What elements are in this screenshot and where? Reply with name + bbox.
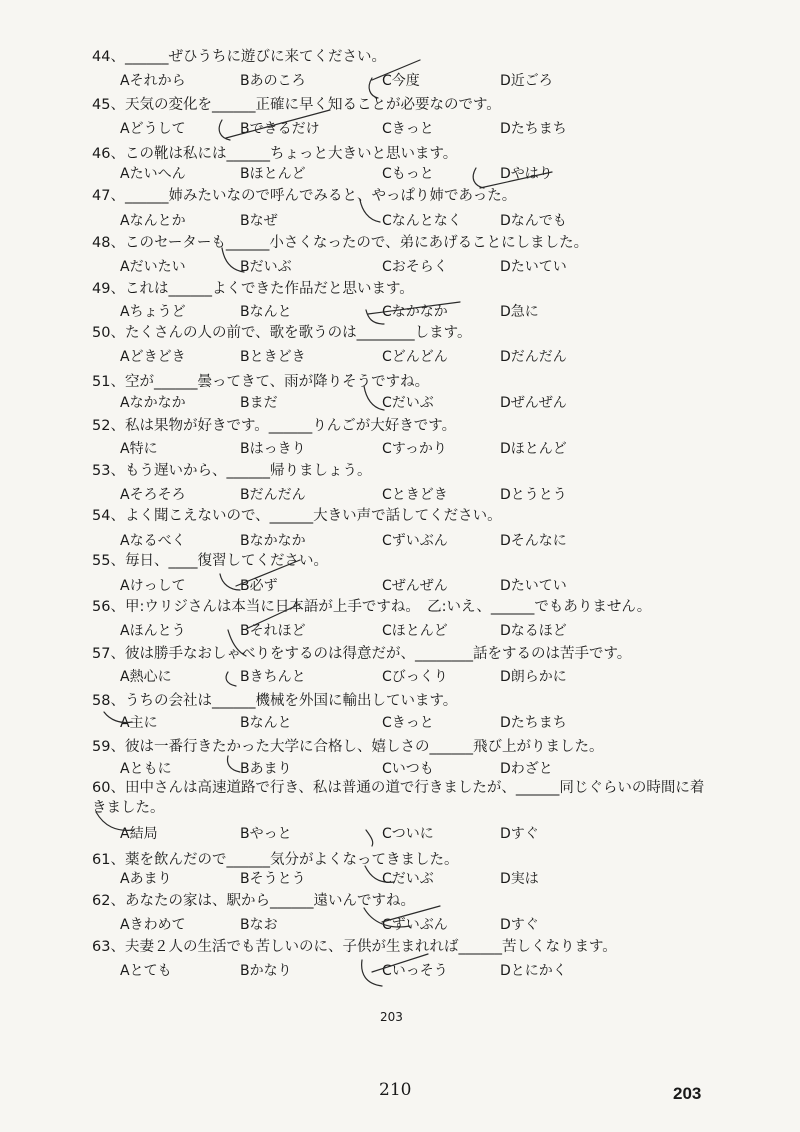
question-53 xyxy=(92,462,371,480)
question-text: 毎日、____復習してください。 xyxy=(124,553,328,569)
question-52 xyxy=(92,417,456,435)
answer-option-b: Bなんと xyxy=(240,715,292,731)
answer-option-a: A結局 xyxy=(120,826,158,842)
answer-option-c: Cついに xyxy=(382,826,434,842)
answer-option-a: Aほんとう xyxy=(120,623,186,639)
question-54 xyxy=(92,507,502,525)
question-number: 44、 xyxy=(92,49,125,65)
answer-option-a: Aとても xyxy=(120,963,172,979)
answer-option-c: Cだいぶ xyxy=(382,395,434,411)
answer-option-b: Bあまり xyxy=(240,761,292,777)
answer-option-b: B必ず xyxy=(240,578,278,594)
question-49 xyxy=(92,280,414,298)
answer-option-c: Cときどき xyxy=(382,487,448,503)
question-text: 甲:ウリジさんは本当に日本語が上手ですね。 乙:いえ、______でもありません。 xyxy=(124,599,652,615)
answer-option-b: Bなお xyxy=(240,917,278,933)
question-text: 彼は一番行きたかった大学に合格し、嬉しさの______飛び上がりました。 xyxy=(124,739,604,755)
answer-option-d: Dとうとう xyxy=(500,487,567,503)
answer-option-b: Bできるだけ xyxy=(240,121,320,137)
answer-option-a: Aだいたい xyxy=(120,259,186,275)
answer-option-c: Cきっと xyxy=(382,715,434,731)
center-page-number: 210 xyxy=(379,1080,412,1100)
answer-option-b: Bほとんど xyxy=(240,166,306,182)
answer-option-a: A主に xyxy=(120,715,158,731)
question-text: 彼は勝手なおしゃべりをするのは得意だが、________話をするのは苦手です。 xyxy=(124,646,632,662)
question-text: 空が______曇ってきて、雨が降りそうですね。 xyxy=(124,374,430,390)
question-number: 54、 xyxy=(92,508,125,524)
question-number: 59、 xyxy=(92,739,125,755)
answer-option-d: Dそんなに xyxy=(500,533,567,549)
corner-page-number: 203 xyxy=(673,1084,702,1103)
answer-option-d: D近ごろ xyxy=(500,73,553,89)
answer-option-a: Aきわめて xyxy=(120,917,186,933)
question-number: 58、 xyxy=(92,693,125,709)
question-text: 夫妻２人の生活でも苦しいのに、子供が生まれれば______苦しくなります。 xyxy=(124,939,617,955)
answer-option-d: Dほとんど xyxy=(500,441,567,457)
question-text: ______ぜひうちに遊びに来てください。 xyxy=(124,49,386,65)
question-50 xyxy=(92,324,472,342)
answer-option-d: D実は xyxy=(500,871,539,887)
question-48 xyxy=(92,234,588,252)
answer-option-d: Dたいてい xyxy=(500,578,567,594)
answer-option-c: C今度 xyxy=(382,73,420,89)
question-57 xyxy=(92,645,631,663)
question-63 xyxy=(92,938,617,956)
question-text: もう遅いから、______帰りましょう。 xyxy=(124,463,372,479)
question-text: これは______よくできた作品だと思います。 xyxy=(124,281,414,297)
answer-option-b: Bなんと xyxy=(240,304,292,320)
answer-option-c: Cもっと xyxy=(382,166,434,182)
answer-option-b: Bだいぶ xyxy=(240,259,292,275)
answer-option-c: Cおそらく xyxy=(382,259,448,275)
answer-option-c: Cきっと xyxy=(382,121,434,137)
question-number: 45、 xyxy=(92,97,125,113)
question-text: この靴は私には______ちょっと大きいと思います。 xyxy=(124,146,458,162)
answer-option-a: Aどきどき xyxy=(120,349,186,365)
answer-option-b: Bはっきり xyxy=(240,441,306,457)
question-number: 60、 xyxy=(92,780,125,796)
answer-option-d: Dすぐ xyxy=(500,917,539,933)
question-number: 48、 xyxy=(92,235,125,251)
question-number: 51、 xyxy=(92,374,125,390)
answer-option-c: Cだいぶ xyxy=(382,871,434,887)
answer-option-c: Cぜんぜん xyxy=(382,578,448,594)
question-45 xyxy=(92,96,501,114)
question-number: 52、 xyxy=(92,418,125,434)
answer-option-c: Cいつも xyxy=(382,761,434,777)
question-59 xyxy=(92,738,603,756)
question-text: 田中さんは高速道路で行き、私は普通の道で行きましたが、______同じぐらいの時間に着きました。 xyxy=(92,780,705,816)
answer-option-a: Aちょうど xyxy=(120,304,186,320)
question-47 xyxy=(92,187,516,205)
answer-option-b: Bなぜ xyxy=(240,213,278,229)
answer-option-b: Bまだ xyxy=(240,395,278,411)
answer-option-b: Bきちんと xyxy=(240,669,306,685)
question-number: 46、 xyxy=(92,146,125,162)
answer-option-c: Cなんとなく xyxy=(382,213,462,229)
answer-option-b: Bそうとう xyxy=(240,871,306,887)
question-text: 天気の変化を______正確に早く知ることが必要なのです。 xyxy=(124,97,501,113)
question-60 xyxy=(92,778,712,818)
question-58 xyxy=(92,692,457,710)
answer-option-a: Aともに xyxy=(120,761,172,777)
answer-option-a: Aどうして xyxy=(120,121,186,137)
answer-option-b: Bやっと xyxy=(240,826,292,842)
answer-option-a: Aたいへん xyxy=(120,166,186,182)
question-text: あなたの家は、駅から______遠いんですね。 xyxy=(124,893,415,909)
answer-option-a: Aなかなか xyxy=(120,395,186,411)
answer-option-a: A特に xyxy=(120,441,158,457)
answer-option-d: Dなるほど xyxy=(500,623,567,639)
answer-option-c: Cびっくり xyxy=(382,669,448,685)
question-number: 53、 xyxy=(92,463,125,479)
answer-option-b: Bだんだん xyxy=(240,487,306,503)
question-text: たくさんの人の前で、歌を歌うのは________します。 xyxy=(124,325,472,341)
question-text: 薬を飲んだので______気分がよくなってきました。 xyxy=(124,852,459,868)
answer-option-d: Dすぐ xyxy=(500,826,539,842)
answer-option-b: Bあのころ xyxy=(240,73,306,89)
answer-option-d: Dたちまち xyxy=(500,121,567,137)
question-text: うちの会社は______機械を外国に輸出しています。 xyxy=(124,693,458,709)
answer-option-c: Cすっかり xyxy=(382,441,447,457)
answer-option-a: Aあまり xyxy=(120,871,172,887)
answer-option-b: Bなかなか xyxy=(240,533,306,549)
question-text: ______姉みたいなので呼んでみると、やっぱり姉であった。 xyxy=(124,188,517,204)
answer-option-d: Dたいてい xyxy=(500,259,567,275)
question-56 xyxy=(92,598,651,616)
question-62 xyxy=(92,892,415,910)
question-number: 62、 xyxy=(92,893,125,909)
answer-option-d: Dわざと xyxy=(500,761,553,777)
answer-option-d: Dとにかく xyxy=(500,963,567,979)
answer-option-c: Cどんどん xyxy=(382,349,448,365)
answer-option-d: D朗らかに xyxy=(500,669,567,685)
question-61 xyxy=(92,851,458,869)
answer-option-d: Dたちまち xyxy=(500,715,567,731)
answer-option-d: Dだんだん xyxy=(500,349,567,365)
question-number: 47、 xyxy=(92,188,125,204)
question-number: 50、 xyxy=(92,325,125,341)
answer-option-a: A熱心に xyxy=(120,669,172,685)
question-number: 49、 xyxy=(92,281,125,297)
inner-page-number: 203 xyxy=(380,1010,403,1024)
answer-option-b: Bかなり xyxy=(240,963,292,979)
question-text: このセーターも______小さくなったので、弟にあげることにしました。 xyxy=(124,235,589,251)
answer-option-c: Cずいぶん xyxy=(382,533,448,549)
answer-option-a: Aけっして xyxy=(120,578,186,594)
answer-option-d: Dなんでも xyxy=(500,213,567,229)
question-44 xyxy=(92,48,386,66)
answer-option-d: Dぜんぜん xyxy=(500,395,567,411)
answer-option-b: Bそれほど xyxy=(240,623,306,639)
answer-option-c: Cほとんど xyxy=(382,623,448,639)
answer-option-a: Aそろそろ xyxy=(120,487,186,503)
answer-option-d: Dやはり xyxy=(500,166,553,182)
question-46 xyxy=(92,145,457,163)
answer-option-a: Aなるべく xyxy=(120,533,186,549)
answer-option-a: Aそれから xyxy=(120,73,186,89)
question-text: 私は果物が好きです。______りんごが大好きです。 xyxy=(124,418,457,434)
answer-option-c: Cずいぶん xyxy=(382,917,448,933)
answer-option-c: Cいっそう xyxy=(382,963,448,979)
question-number: 63、 xyxy=(92,939,125,955)
question-55 xyxy=(92,552,328,570)
question-number: 56、 xyxy=(92,599,125,615)
answer-option-b: Bときどき xyxy=(240,349,306,365)
question-number: 61、 xyxy=(92,852,125,868)
question-number: 55、 xyxy=(92,553,125,569)
question-text: よく聞こえないので、______大きい声で話してください。 xyxy=(124,508,502,524)
question-number: 57、 xyxy=(92,646,125,662)
answer-option-d: D急に xyxy=(500,304,539,320)
answer-option-c: Cなかなか xyxy=(382,304,448,320)
answer-option-a: Aなんとか xyxy=(120,213,186,229)
question-51 xyxy=(92,373,429,391)
